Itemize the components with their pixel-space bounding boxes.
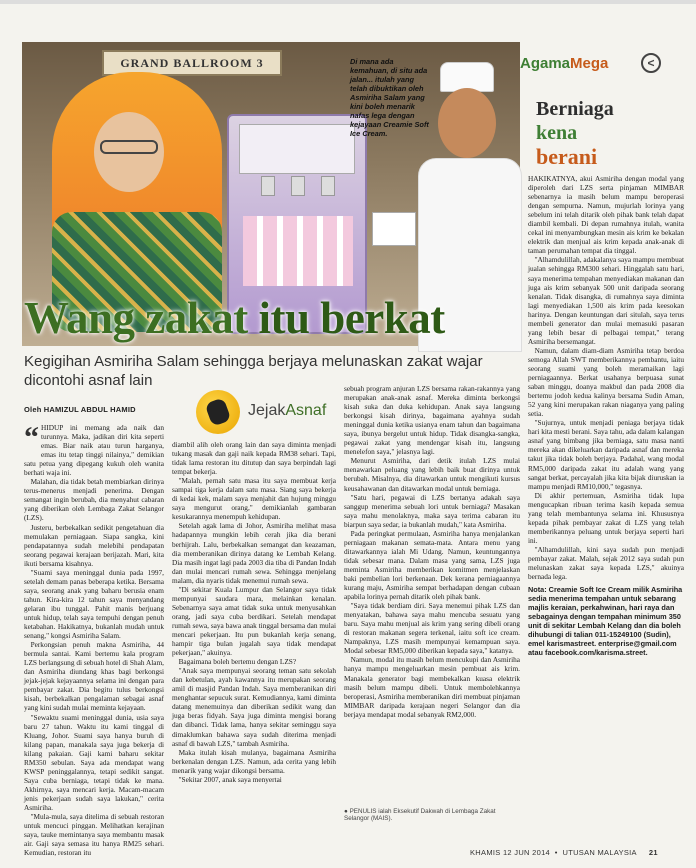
paragraph: "Saya tidak berdiam diri. Saya menemui pihak LZS dan menyatakan, bahawa saya mahu mencuba sesuatu yang baru. Saya mahu menjual ais krim yang sering dibeli orang di restoran makanan segera terkenal, iaitu soft ice cream. Nampaknya, LZS masih mempunyai kemampuan saya. Modal sebesar RM5,000 diberikan kepada saya," katanya. (344, 601, 520, 656)
contact-note: Nota: Creamie Soft Ice Cream milik Asmiriha sedia menerima tempahan untuk sebarang majlis keraian, perkahwinan, hari raya dan sebagainya dengan tempahan minimum 350 unit di sekitar Lembah Kelang dan dia boleh dihubungi di talian 011-15249100 (Sudin), emel karismastreet. enterprise@gmail.com atau facebook.com/karisma.street. (528, 585, 683, 658)
jejak-label: Jejak (248, 402, 286, 419)
article-column-1 (24, 413, 164, 858)
headline (24, 292, 524, 344)
paragraph: Malahan, dia tidak betah membiarkan dirinya terus-menerus menjadi penerima. Dengan semangat ingin berubah, dia menyahut cabaran yang diberikan oleh Lembaga Zakat Selangor (LZS). (24, 477, 164, 523)
sidebar-title-line1: Berniaga (536, 98, 614, 120)
sidebar-title (536, 97, 686, 169)
paragraph: Justeru, berbekalkan sedikit pengetahuan dia memulakan perniagaan. Siapa sangka, kini pendapatannya sudah melebihi pendapatan seorang pegawai kerajaan berijazah. Mari, kita ikuti bersama kisahnya. (24, 522, 164, 568)
page-top-rule (0, 0, 696, 4)
paragraph: Pada peringkat permulaan, Asmiriha hanya menjalankan perniagaan makanan semata-mata. Antara menu yang ditawarkannya ialah Mi Udang. Namun, keuntungannya tidak sebesar mana. Dalam masa yang sama, LZS juga meminta Asmiriha memberikan komitmen menjelaskan baki pembelian lori berkenaan. Dek kerana perniagaannya kurang maju, Asmiriha sempat berhadapan dengan cubaan apabila lorinya pernah ditarik oleh pihak bank. (344, 528, 520, 602)
paragraph: "Malah, pernah satu masa itu saya membuat kerja sampai tiga kerja dalam satu masa. Siang saya bekerja di kedai kek, malam saya menjahit dan hujung minggu saya mengurut orang," demikianlah gambaran kesukarannya menempuh kehidupan. (172, 476, 336, 522)
paragraph: Namun, modal itu masih belum mencukupi dan Asmiriha hanya mampu mengeluarkan mesin pembuat ais krim. Manakala generator bagi membekalkan kuasa elektrik masih belum mampu dibeli. Untuk membolehkannya beroperasi, Asmiriha memberanikan diri membuat pinjaman MIMBAR daripada kerajaan negeri Selangor dan dia berjaya mendapat modal sebanyak RM2,000. (344, 655, 520, 719)
footprint-icon (196, 390, 240, 434)
headline-part1: Wang zakat (24, 293, 259, 343)
paragraph: diambil alih oleh orang lain dan saya diminta menjadi tukang masak dan gaji naik kepada RM38 sehari. Tapi, tidak lama restoran itu ditutup dan saya berpindah lagi tempat bekerja. (172, 440, 336, 477)
paragraph: "Di sekitar Kuala Lumpur dan Selangor saya tidak mempunyai saudara mara, melainkan kenalan. Sebenarnya saya amat tidak suka untuk menyusahkan orang, jadi saya cuba berdikari. Setelah mendapat rumah sewa, saya bawa anak tinggal bersama dan mulai mencari pekerjaan. Itu pun bukanlah kerja senang, hampir tiga bulan jugalah saya tidak mendapat pekerjaan," akuinya. (172, 584, 336, 658)
article-column-2 (172, 440, 336, 828)
article-column-3 (344, 384, 520, 828)
paragraph: HAKIKATNYA, akui Asmiriha dengan modal yang diperoleh dari LZS serta pinjaman MIMBAR sebenarnya ia masih belum mampu beroperasi dengan sempurna. Namun, mujurlah lorinya yang sebelum ini telah ditarik oleh pihak bank telah dapat diambil kembali. Di depan rumahnya itulah, wanita cekal ini menyambungkan mesin ais krim ke bekalan elektrik dan menjual ais krim kepada anak-anak di taman perumahan tempat dia tinggal. (528, 174, 684, 256)
author-footnote: ● PENULIS ialah Eksekutif Dakwah di Lembaga Zakat Selangor (MAIS). (344, 808, 496, 822)
paragraph: sebuah program anjuran LZS bersama rakan-rakannya yang merupakan anak-anak asnaf. Mereka diminta berkongsi kisah suka dan duka kehidupan. Anak saya langsung berkongsi kisah dirinya, bagaimana ayahnya sudah meninggal dunia ketika usianya enam tahun dan bagaimana saya, ibunya bergelut untuk hidup. Tidak disangka-sangka, pegawai zakat yang mendengar kisah itu, langsung menelefon saya," jelasnya lagi. (344, 384, 520, 457)
photo-woman (52, 72, 222, 322)
section-tag-suffix: Mega (570, 55, 609, 72)
paragraph: "Sujurnya, untuk menjadi peniaga berjaya tidak hari kita mesti berani. Saya tahu, ada dalam kalangan asnaf yang bimbang jika berniaga, satu masa nanti mereka akan dikeluarkan daripada asnaf dan mereka takut jika tidak boleh berjaya. Padahal, wang modal RM5,000 daripada zakat itu adalah wang yang sangat berkat, percayalah jika kita bijak diuruskan ia mampu menjadi RM10,000," tegasnya. (528, 418, 684, 491)
headline-part2: itu berkat (258, 293, 445, 343)
footer-paper: UTUSAN MALAYSIA (562, 848, 637, 857)
photo-sidebox (372, 212, 416, 246)
paragraph: Perkongsian penuh makna Asmiriha, 44 bermula santai. Kami bertemu kala program LZS berlangsung di sebuah hotel di Shah Alam, dan Asmiriha diundang khas bagi berkongsi jejak-jejak kejayaannya selama ini dengan para pembayar zakat. Dia begitu tulus berkongsi kisah, berbekalkan pengalaman sebagai asnaf yang kini sudah mulai meminta kejayaan. (24, 640, 164, 713)
paragraph: "Suami saya meninggal dunia pada 1997, setelah demam panas beberapa ketika. Bersama saya, seorang anak yang baharu berusia enam tahun. Kira-kira 12 tahun saya menyandang gelaran ibu tunggal. Pahit manis berjuang untuk hidup, telah saya tempuhi dengan penuh ketabahan. Hakikatnya, bukanlah mudah untuk senang," kongsi Asmiriha Salam. (24, 567, 164, 641)
paragraph: “ HIDUP ini memang ada naik dan turunnya. Maka, jadikan diri kita seperti emas. Biar naik atau turun harganya, emas itu tetap tinggi nilainya," demikian satu petua yang dipegang kukuh oleh wanita berhati waja ini. (24, 421, 164, 478)
photo-caption: Di mana ada kemahuan, di situ ada jalan... itulah yang telah dibuktikan oleh Asmiriha Salam yang kini boleh menarik nafas lega dengan kejayaan Creamie Soft Ice Cream. (350, 57, 429, 138)
paragraph: "Satu hari, pegawai di LZS bertanya adakah saya sanggup menerima sebuah lori untuk berniaga? Masakan saya mahu menolaknya, maka saya terima cabaran itu biarpun saya sedar, ia bukanlah mudah," kata Asmiriha. (344, 492, 520, 529)
section-arrow-icon: < (641, 53, 661, 73)
asnaf-label: Asnaf (285, 402, 327, 419)
paragraph: Namun, dalam diam-diam Asmiriha tetap berdoa semoga Allah SWT memberikannya pembantu, iaitu seorang suami yang boleh meramaikan lagi perniagaannya. Berkat usahanya berpuasa sunat saban minggu, doanya makbul dan pada 2008 dia bertemu jodoh kedua kalinya bersama Sudin Aman, 52 yang kini merupakan rakan niaganya yang paling setia. (528, 345, 684, 419)
page-footer: KHAMIS 12 JUN 2014 • UTUSAN MALAYSIA 21 (470, 848, 658, 857)
paragraph: "Alhamdulillah, adakalanya saya mampu membuat jualan sehingga RM300 sehari. Hinggalah satu hari, saya menerima tempahan menyediakan makanan dan juga ais krim sebanyak 500 unit daripada seorang kenalan. Tidak disangka, di rumahnya saya diminta lagi menyediakan 1,500 ais krim pada keesokan harinya. Dengan keuntungan dari situlah, saya terus membeli generator dan mulai memasuki pasaran yang lebih besar di pelbagai tempat," terang Asmiriha bersemangat. (528, 255, 684, 346)
paragraph: Menurut Asmiriha, dari detik itulah LZS mulai menawarkan peluang yang lebih baik buat dirinya untuk berubah. Misalnya, dia ditawarkan untuk mengikuti kursus keusahawanan dan ditawarkan modal untuk berniaga. (344, 456, 520, 493)
paragraph: Setelah agak lama di Johor, Asmiriha melihat masa hadapannya mungkin lebih cerah jika dia berani berhijrah. Lalu, berbekalkan semangat dan keazaman, dia memberanikan dirinya datang ke Lembah Kelang. Dia masih ingat lagi pada 2003 dia tiba di Pandan Indah dan mulai mencari rumah sewa. Sehingga menjelang malam, dia nyaris tidak menemui rumah sewa. (172, 521, 336, 585)
byline: Oleh HAMIZUL ABDUL HAMID (24, 405, 136, 414)
paragraph: "Sekitar 2007, anak saya menyertai (178, 774, 282, 784)
jejak-asnaf-logo (196, 390, 346, 434)
paragraph: "Sewaktu suami meninggal dunia, usia saya baru 27 tahun. Waktu itu kami tinggal di Kluang, Johor. Suami saya hanya buruh di kilang papan, manakala saya juga bekerja di kilang pakaian. Gaji kami baharu sekitar RM350 sebulan. Saya ada mendapat wang KWSP peninggalannya, tetapi sedikit sangat. Saya cuba berniaga, tetapi tidak ke mana. Akhirnya, saya mencari kerja. Macam-macam jenis pekerjaan sudah saya lakukan," cerita Asmiriha. (24, 712, 164, 812)
section-tag-prefix: Agama (520, 55, 571, 72)
paragraph: "Mula-mula, saya ditelima di sebuah restoran untuk mencuci pinggan. Melihatkan kerajinan saya, tauke memintanya saya membantu masak air. Gaji saya semasa itu hanya RM25 sehari. Kemudian, restoran itu (24, 812, 164, 858)
paragraph: Maka itulah kisah mulanya, bagaimana Asmiriha berkenalan dengan LZS. Namun, ada cerita yang lebih menarik yang wajar dikongsi bersama. (172, 747, 336, 775)
footer-date: KHAMIS 12 JUN 2014 (470, 848, 551, 857)
paragraph: "Alhamdulillah, kini saya sudah pun menjadi pembayar zakat. Malah, sejak 2012 saya sudah pun melunaskan zakat saya kepada LZS," akuinya bernada lega. (528, 544, 684, 582)
paragraph: Di akhir pertemuan, Asmiriha tidak lupa mengucapkan ribuan terima kasih kepada semua yang telah membantunya selama ini. Khususnya kepada pihak pembayar zakat di LZS yang telah memberikannya peluang untuk berjaya seperti hari ini. (528, 490, 684, 545)
sidebar-title-line2: kena (536, 122, 578, 144)
sidebar-title-line3: berani (536, 144, 598, 169)
paragraph: Bagaimana boleh bertemu dengan LZS? (178, 657, 297, 667)
subheadline: Kegigihan Asmiriha Salam sehingga berjaya melunaskan zakat wajar dicontohi asnaf lain (24, 353, 483, 389)
dropcap-quote-icon: “ (24, 421, 39, 454)
paragraph: "Anak saya mempunyai seorang teman satu sekolah dan kebetulan, ayah kawannya itu merupakan seorang amil di masjid Pandan Indah. Saya memberanikan diri menghantar sepucuk surat. Kemudiannya, kami diminta datang menemuinya dan diberikan sedikit wang dan juga beras fidyah. Saya juga diminta mengisi borang dan dibanci. Tidak lama, hanya sekitar seminggu saya dimaklumkan bahawa saya sudah diterima menjadi asnaf di bawah LZS," tambah Asmiriha. (172, 666, 336, 748)
sidebar-column (528, 174, 684, 828)
section-tag (520, 55, 608, 72)
page-number: 21 (648, 848, 658, 857)
ballroom-sign-text: GRAND BALLROOM 3 (120, 56, 264, 70)
